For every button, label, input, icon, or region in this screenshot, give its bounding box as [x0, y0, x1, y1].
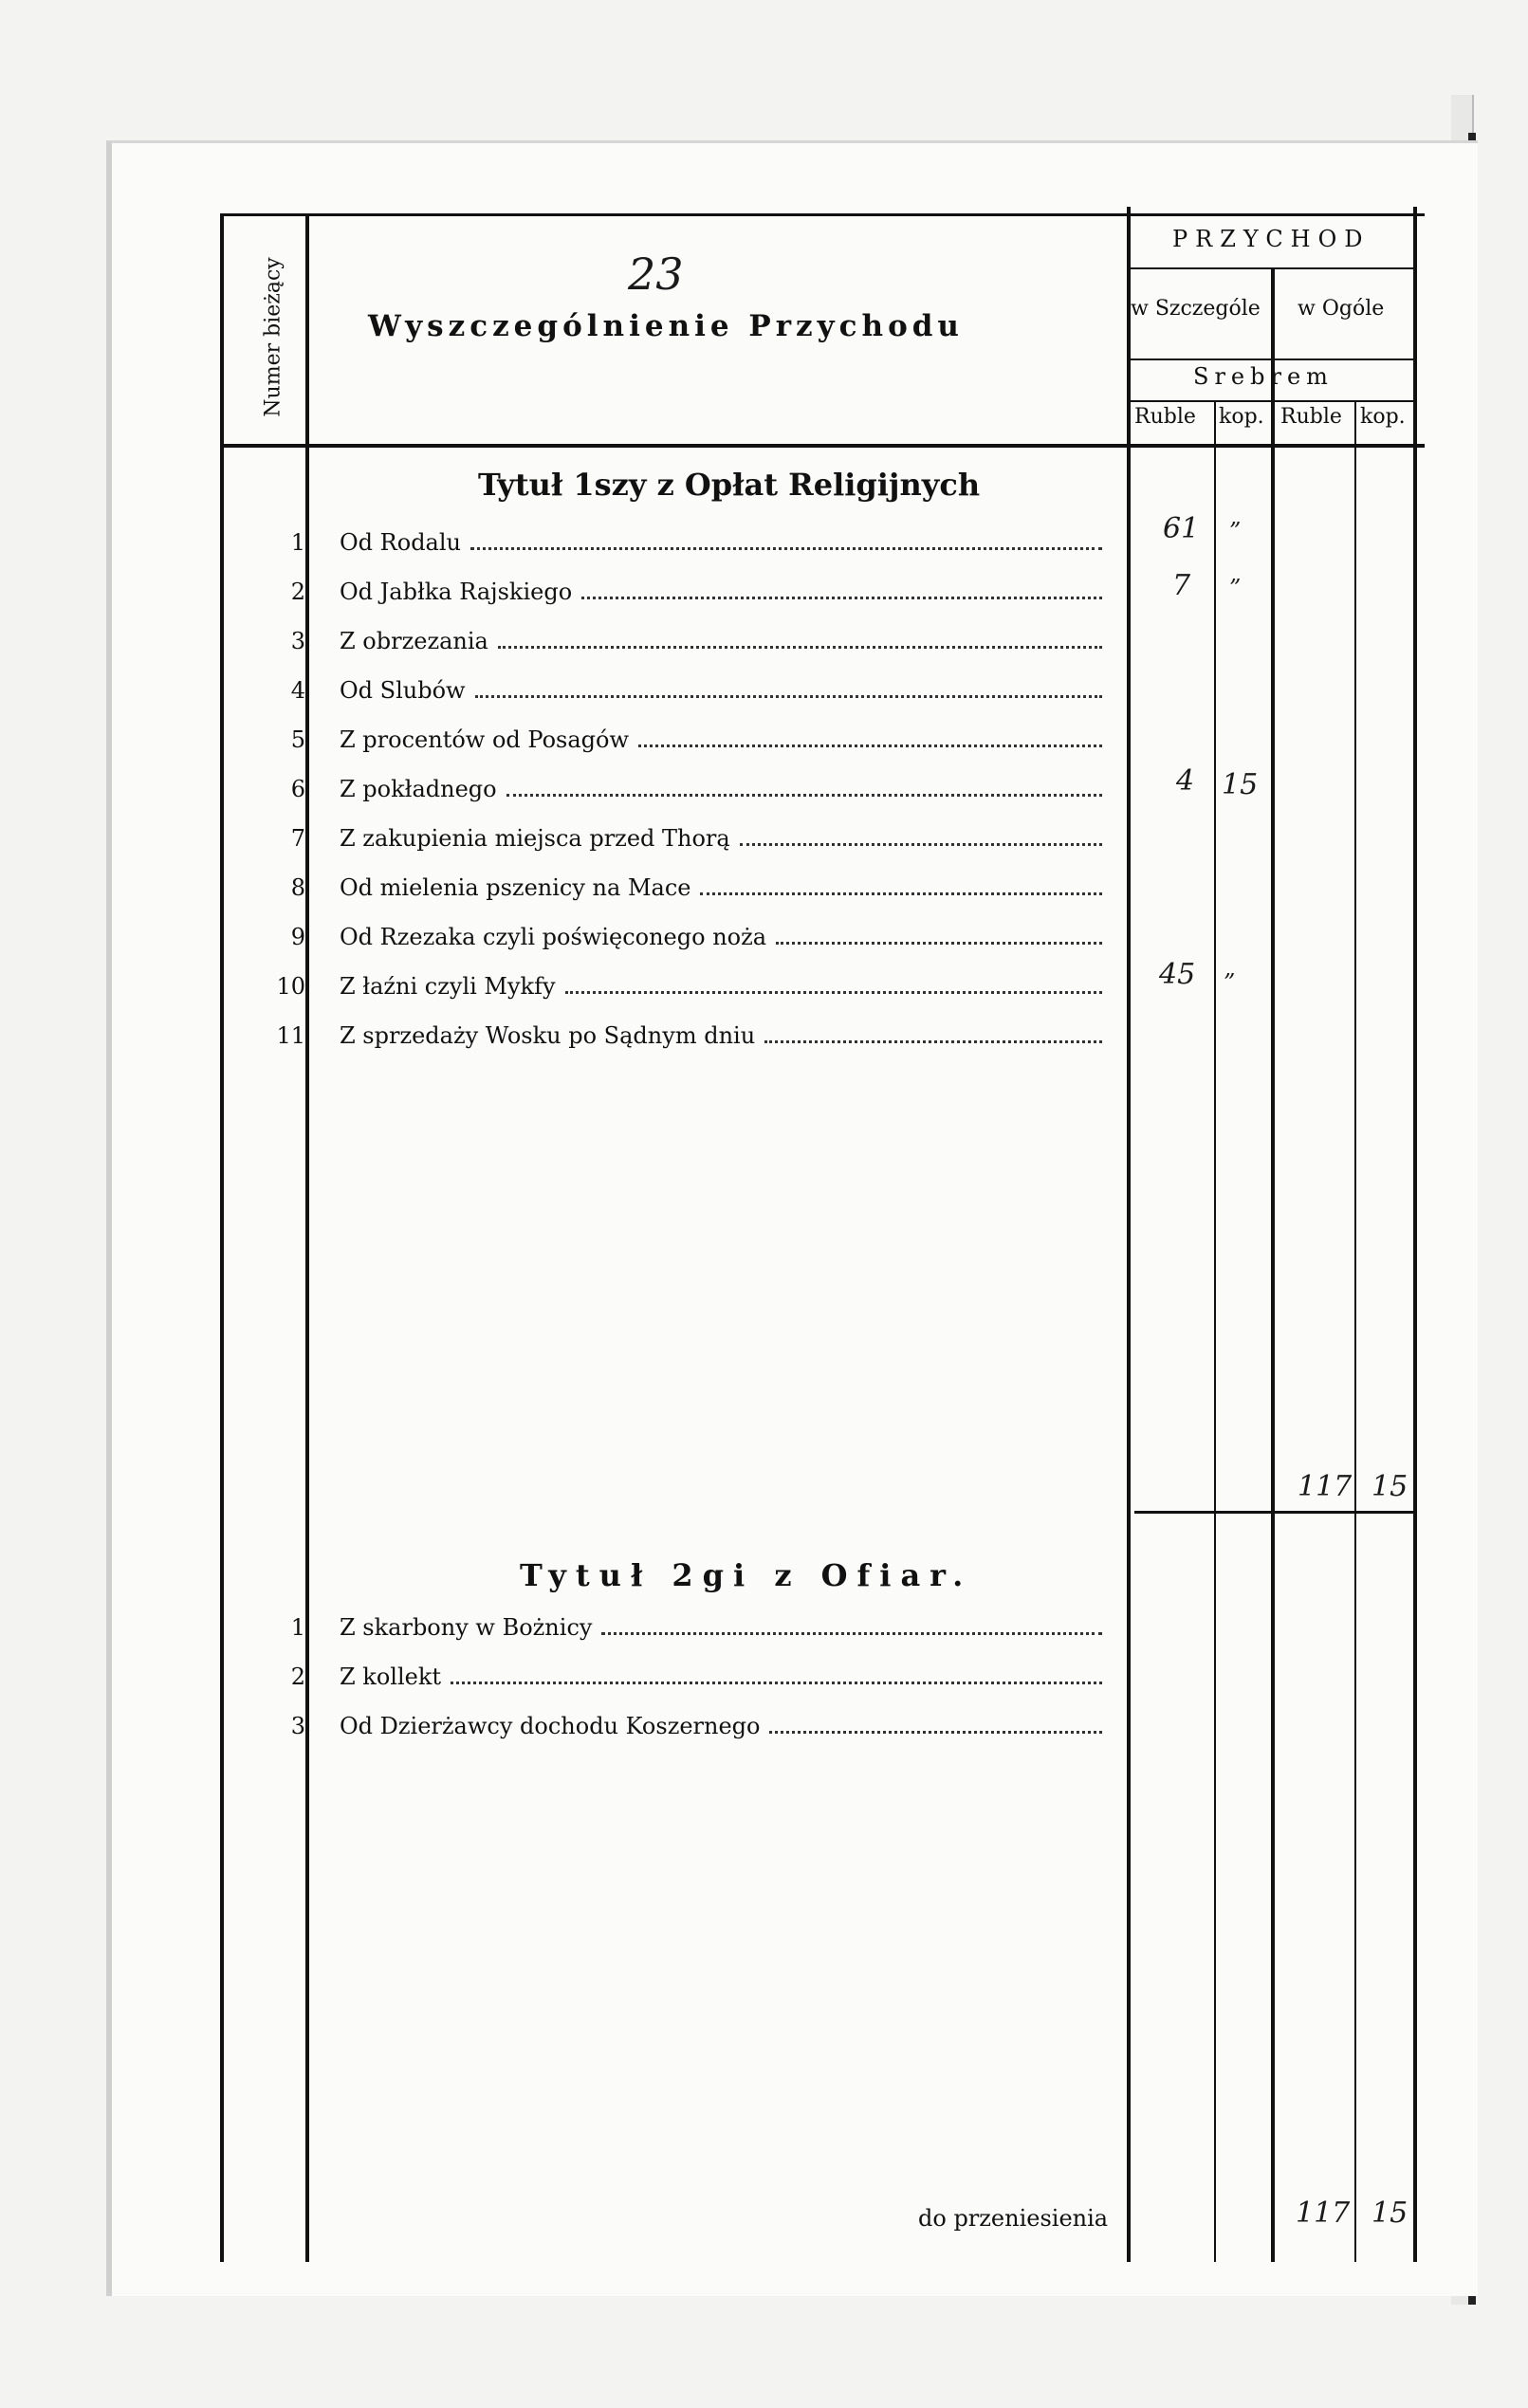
row-label	[340, 1022, 1108, 1049]
row-label-text: Z obrzezania	[340, 628, 488, 654]
leader-dots	[700, 892, 1102, 895]
row-label-text: Od Rzezaka czyli poświęconego noża	[340, 924, 767, 950]
row-label	[340, 1614, 1108, 1641]
przychod-header: PRZYCHOD	[1172, 226, 1371, 252]
section-2-title: Tytuł 2gi z Ofiar.	[520, 1557, 973, 1593]
row-number: 11	[276, 1022, 305, 1049]
section-1-total-ruble: 117	[1298, 1470, 1353, 1503]
row-number: 9	[290, 924, 305, 950]
amount-ruble: 7	[1172, 569, 1191, 602]
row-label	[340, 776, 1108, 802]
szczegole-ogole-divider	[1271, 267, 1275, 2262]
ruble-header-ogole: Ruble	[1280, 405, 1342, 429]
row-label-text: Z zakupienia miejsca przed Thorą	[340, 825, 730, 852]
right-border	[1413, 207, 1417, 2262]
row-label-text: Od mielenia pszenicy na Mace	[340, 874, 691, 901]
srebrem-rule	[1127, 400, 1413, 402]
row-label	[340, 1713, 1108, 1739]
amount-ruble: 4	[1176, 764, 1195, 798]
leader-dots	[764, 1040, 1102, 1043]
w-szczegole-header: w Szczególe	[1131, 297, 1261, 321]
row-label	[340, 825, 1108, 852]
row-label-text: Od Dzierżawcy dochodu Koszernego	[340, 1713, 761, 1739]
leader-dots	[601, 1632, 1102, 1635]
amount-kop: ”	[1224, 969, 1236, 996]
section-total-rule	[1134, 1511, 1413, 1514]
leader-dots	[451, 1682, 1102, 1684]
leader-dots	[740, 843, 1102, 846]
row-label	[340, 924, 1108, 950]
leader-dots	[470, 547, 1102, 550]
row-number: 3	[290, 628, 305, 654]
row-number: 1	[290, 1614, 305, 1641]
row-label-text: Od Slubów	[340, 677, 466, 704]
carry-forward-label: do przeniesienia	[918, 2205, 1109, 2232]
number-column-border	[305, 213, 309, 2262]
row-label-text: Z sprzedaży Wosku po Sądnym dniu	[340, 1022, 756, 1049]
row-label-text: Z kollekt	[340, 1664, 442, 1690]
row-number: 4	[290, 677, 305, 704]
header-bottom-rule	[220, 444, 1425, 448]
kop-header-szczegole: kop.	[1219, 405, 1264, 429]
leader-dots	[475, 695, 1102, 698]
carry-forward-ruble: 117	[1296, 2197, 1351, 2230]
szczegole-kop-divider	[1214, 400, 1216, 2262]
kop-header-ogole: kop.	[1360, 405, 1406, 429]
srebrem-header: Srebrem	[1193, 363, 1334, 390]
page-title: Wyszczególnienie Przychodu	[368, 309, 964, 343]
row-label-text: Z łaźni czyli Mykfy	[340, 973, 556, 1000]
amount-column-border	[1127, 207, 1131, 2262]
row-label-text: Od Rodalu	[340, 529, 461, 556]
row-number: 8	[290, 874, 305, 901]
row-label-text: Od Jabłka Rajskiego	[340, 579, 573, 605]
row-label	[340, 1664, 1108, 1690]
row-number: 7	[290, 825, 305, 852]
row-label	[340, 628, 1108, 654]
row-number: 2	[290, 1664, 305, 1690]
top-rule	[220, 213, 1425, 216]
row-label	[340, 973, 1108, 1000]
row-number: 5	[290, 726, 305, 753]
row-label	[340, 874, 1108, 901]
row-number: 3	[290, 1713, 305, 1739]
row-label	[340, 677, 1108, 704]
leader-dots	[776, 942, 1102, 945]
page-number-handwritten: 23	[628, 248, 684, 300]
row-label-text: Z skarbony w Bożnicy	[340, 1614, 593, 1641]
section-1-total-kop: 15	[1372, 1470, 1408, 1503]
row-label	[340, 529, 1108, 556]
leader-dots	[638, 744, 1102, 747]
left-border	[220, 213, 224, 2262]
ogole-kop-divider	[1354, 400, 1356, 2262]
leader-dots	[498, 646, 1102, 649]
w-ogole-header: w Ogóle	[1298, 297, 1385, 321]
row-number: 1	[290, 529, 305, 556]
row-label	[340, 726, 1108, 753]
ruble-header-szczegole: Ruble	[1134, 405, 1196, 429]
przychod-rule	[1127, 267, 1413, 269]
row-number: 2	[290, 579, 305, 605]
row-label-text: Z procentów od Posagów	[340, 726, 630, 753]
carry-forward-kop: 15	[1372, 2197, 1408, 2230]
number-column-header-text: Numer bieżący	[261, 256, 285, 417]
row-number: 10	[276, 973, 305, 1000]
section-1-title: Tytuł 1szy z Opłat Religijnych	[478, 467, 981, 503]
leader-dots	[581, 597, 1102, 599]
leader-dots	[506, 794, 1102, 797]
number-column-header	[235, 242, 311, 432]
amount-ruble: 45	[1159, 958, 1196, 991]
amount-ruble: 61	[1163, 512, 1200, 545]
subheader-rule	[1127, 358, 1413, 360]
row-label-text: Z pokładnego	[340, 776, 497, 802]
amount-kop: 15	[1222, 768, 1259, 801]
row-label	[340, 579, 1108, 605]
leader-dots	[769, 1731, 1102, 1734]
amount-kop: ”	[1229, 575, 1242, 601]
row-number: 6	[290, 776, 305, 802]
amount-kop: ”	[1229, 518, 1242, 544]
leader-dots	[565, 991, 1102, 994]
